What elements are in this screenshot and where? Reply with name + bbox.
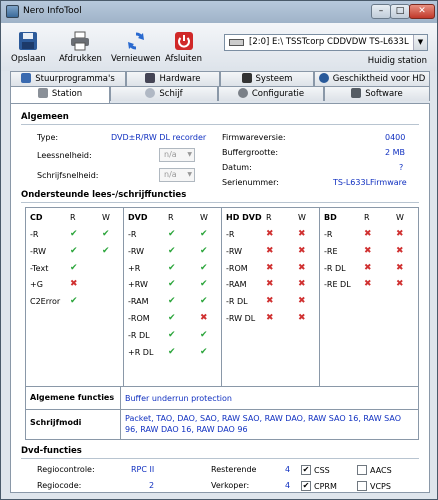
column-title: CD (30, 213, 43, 222)
save-label: Opslaan (11, 54, 46, 64)
tab-configuration[interactable] (218, 86, 324, 101)
cross-icon: ✖ (298, 296, 306, 307)
format-label: -ROM (226, 263, 248, 273)
check-icon: ✔ (168, 262, 176, 273)
cross-icon: ✖ (364, 279, 372, 290)
format-label: -RW (30, 246, 47, 256)
tab-disc-label: Schijf (159, 89, 183, 99)
cross-icon: ✖ (266, 262, 274, 273)
chevron-down-icon: ▼ (187, 151, 192, 158)
write-modes-value: Packet, TAO, DAO, SAO, RAW SAO, RAW DAO, RAW SAO 16, RAW SAO 96, RAW DAO 16, RAW DAO 96 (125, 414, 401, 434)
format-label: -ROM (128, 314, 150, 323)
write-header: W (200, 213, 208, 222)
divider (21, 124, 419, 125)
check-icon: ✔ (168, 329, 176, 340)
cross-icon: ✖ (298, 279, 306, 290)
remaining-label: Resterende (211, 465, 257, 474)
aacs-checkbox[interactable] (357, 465, 367, 475)
cross-icon: ✖ (266, 313, 274, 323)
column-title: BD (324, 213, 337, 222)
read-speed-label: Leessnelheid: (37, 151, 92, 160)
date-value: ? (399, 163, 404, 172)
format-label: -RW DL (226, 314, 256, 323)
cross-icon: ✖ (70, 279, 78, 290)
write-header: W (298, 213, 306, 222)
cross-icon: ✖ (396, 245, 404, 256)
format-label: +G (30, 280, 43, 290)
tab-hardware[interactable] (126, 71, 220, 86)
format-label: -RE (324, 246, 338, 256)
divider (120, 387, 121, 409)
globe-icon (319, 73, 329, 83)
format-label: +R (128, 263, 141, 273)
rw-column (26, 208, 124, 386)
floppy-disk-icon (18, 31, 38, 51)
cross-icon: ✖ (364, 245, 372, 256)
read-header: R (364, 213, 370, 222)
read-header: R (168, 213, 174, 222)
check-icon: ✔ (200, 262, 208, 273)
format-label: +RW (128, 280, 148, 290)
current-station-label: Huidig station (367, 56, 427, 66)
check-icon: ✔ (200, 346, 208, 357)
format-label: -R DL (128, 330, 150, 340)
check-icon: ✔ (102, 229, 110, 239)
divider (21, 458, 419, 459)
cross-icon: ✖ (200, 313, 208, 323)
chevron-down-icon: ▼ (187, 171, 192, 178)
drivers-icon (21, 73, 31, 83)
refresh-icon (126, 31, 146, 51)
tab-hd-label: Geschiktheid voor HD (332, 74, 426, 84)
check-icon: ✔ (168, 279, 176, 290)
check-icon: ✔ (200, 229, 208, 239)
tab-drivers[interactable] (10, 71, 126, 86)
rw-column (320, 208, 418, 386)
css-label: CSS (314, 466, 330, 475)
tab-disc[interactable] (110, 86, 218, 101)
type-label: Type: (37, 133, 59, 142)
vcps-checkbox[interactable] (357, 481, 367, 491)
format-label: -RAM (128, 297, 149, 307)
exit-label: Afsluiten (165, 54, 202, 64)
check-icon: ✔ (70, 262, 78, 273)
write-speed-value: n/a (164, 170, 177, 179)
format-label: -R (128, 230, 137, 239)
cross-icon: ✖ (298, 229, 306, 239)
station-icon (38, 88, 48, 98)
software-icon (351, 88, 361, 98)
chevron-down-icon[interactable]: ▼ (413, 35, 427, 50)
format-label: -RAM (226, 280, 247, 290)
cross-icon: ✖ (298, 313, 306, 323)
cross-icon: ✖ (396, 229, 404, 239)
disc-icon (145, 88, 155, 98)
print-button[interactable] (59, 31, 102, 64)
minimize-button[interactable]: – (371, 4, 391, 19)
format-label: -R (324, 230, 333, 239)
cprm-checkbox[interactable]: ✔ (302, 481, 310, 490)
print-label: Afdrukken (59, 54, 102, 64)
tab-row-2 (10, 86, 430, 101)
tab-drivers-label: Stuurprogramma's (35, 74, 115, 84)
divider (21, 202, 419, 203)
check-icon: ✔ (70, 229, 78, 239)
format-label: -R DL (226, 297, 248, 307)
maximize-button[interactable]: □ (390, 4, 410, 19)
tab-station[interactable] (10, 86, 110, 103)
date-label: Datum: (222, 163, 252, 172)
write-header: W (102, 213, 110, 222)
tab-hardware-label: Hardware (159, 74, 201, 84)
check-icon: ✔ (70, 245, 78, 256)
write-speed-select[interactable] (159, 168, 195, 182)
app-icon (6, 5, 19, 18)
aacs-label: AACS (370, 466, 392, 475)
cross-icon: ✖ (364, 229, 372, 239)
exit-button[interactable] (165, 31, 202, 64)
cross-icon: ✖ (266, 296, 274, 307)
tab-software-label: Software (365, 89, 403, 99)
cross-icon: ✖ (266, 279, 274, 290)
vendor-label: Verkoper: (211, 481, 250, 490)
write-modes-row (25, 410, 419, 440)
column-title: HD DVD (226, 213, 262, 222)
check-icon: ✔ (168, 229, 176, 239)
title-bar[interactable] (1, 1, 437, 23)
general-functions-row (25, 387, 419, 410)
region-code-label: Regiocode: (37, 481, 82, 490)
cross-icon: ✖ (266, 229, 274, 239)
format-label: +R DL (128, 347, 154, 357)
section-general-heading: Algemeen (21, 112, 69, 122)
system-icon (242, 73, 252, 83)
tab-row-1 (10, 71, 430, 86)
general-functions-label: Algemene functies (30, 393, 115, 402)
check-icon: ✔ (200, 279, 208, 290)
drive-value: [2:0] E:\ TSSTcorp CDDVDW TS-L633L (249, 37, 409, 47)
cross-icon: ✖ (266, 245, 274, 256)
divider (120, 410, 121, 439)
toolbar (1, 23, 437, 71)
format-label: -R DL (324, 263, 346, 273)
read-header: R (266, 213, 272, 222)
general-functions-value: Buffer underrun protection (125, 394, 232, 403)
rw-functions-grid (25, 207, 419, 387)
format-label: -RW (226, 246, 243, 256)
hardware-icon (145, 73, 155, 83)
configuration-icon (238, 88, 248, 98)
check-icon: ✔ (200, 296, 208, 307)
station-panel (10, 103, 430, 493)
serial-label: Serienummer: (222, 178, 279, 187)
cross-icon: ✖ (298, 245, 306, 256)
refresh-label: Vernieuwen (111, 54, 161, 64)
cross-icon: ✖ (364, 262, 372, 273)
window-title: Nero InfoTool (23, 6, 82, 16)
css-checkbox[interactable]: ✔ (302, 465, 310, 474)
close-button[interactable]: ✕ (409, 4, 435, 19)
section-rw-heading: Ondersteunde lees-/schrijffuncties (21, 190, 187, 200)
format-label: -Text (30, 263, 49, 273)
column-title: DVD (128, 213, 148, 222)
tab-system-label: Systeem (255, 74, 293, 84)
cross-icon: ✖ (396, 262, 404, 273)
tab-software[interactable] (324, 86, 430, 101)
read-speed-value: n/a (164, 150, 177, 159)
serial-value: TS-L633LFirmware (333, 178, 407, 187)
power-icon (174, 31, 194, 51)
check-icon: ✔ (168, 296, 176, 307)
check-icon: ✔ (168, 313, 176, 323)
firmware-value: 0400 (385, 133, 406, 142)
tab-station-label: Station (51, 89, 83, 99)
firmware-label: Firmwareversie: (222, 133, 286, 142)
write-modes-label: Schrijfmodi (30, 418, 82, 427)
drive-icon (229, 39, 244, 46)
cross-icon: ✖ (396, 279, 404, 290)
buffer-label: Buffergrootte: (222, 148, 279, 157)
check-icon: ✔ (70, 296, 78, 307)
read-speed-select[interactable] (159, 148, 195, 162)
tab-hd-suitability[interactable] (314, 71, 430, 86)
refresh-button[interactable] (111, 31, 161, 64)
remaining-value: 4 (285, 465, 291, 474)
format-label: -R (30, 230, 39, 239)
format-label: -RE DL (324, 280, 351, 290)
vendor-value: 4 (285, 481, 291, 490)
cross-icon: ✖ (298, 262, 306, 273)
vcps-label: VCPS (370, 482, 391, 491)
save-button[interactable] (11, 31, 46, 64)
check-icon: ✔ (200, 245, 208, 256)
section-dvd-heading: Dvd-functies (21, 446, 82, 456)
region-control-value: RPC II (131, 465, 155, 474)
rw-column (222, 208, 320, 386)
check-icon: ✔ (200, 329, 208, 340)
cprm-label: CPRM (314, 482, 337, 491)
read-header: R (70, 213, 76, 222)
rw-column (124, 208, 222, 386)
tab-system[interactable] (220, 71, 314, 86)
buffer-value: 2 MB (385, 148, 406, 157)
check-icon: ✔ (168, 346, 176, 357)
format-label: -RW (128, 246, 145, 256)
format-label: C2Error (30, 297, 61, 307)
format-label: -R (226, 230, 235, 239)
check-icon: ✔ (168, 245, 176, 256)
check-icon: ✔ (102, 245, 110, 256)
write-speed-label: Schrijfsnelheid: (37, 171, 99, 180)
type-value: DVD±R/RW DL recorder (111, 133, 207, 142)
region-control-label: Regiocontrole: (37, 465, 95, 474)
tab-configuration-label: Configuratie (251, 89, 305, 99)
region-code-value: 2 (149, 481, 155, 490)
printer-icon (70, 31, 90, 51)
drive-select[interactable] (224, 34, 428, 51)
write-header: W (396, 213, 404, 222)
